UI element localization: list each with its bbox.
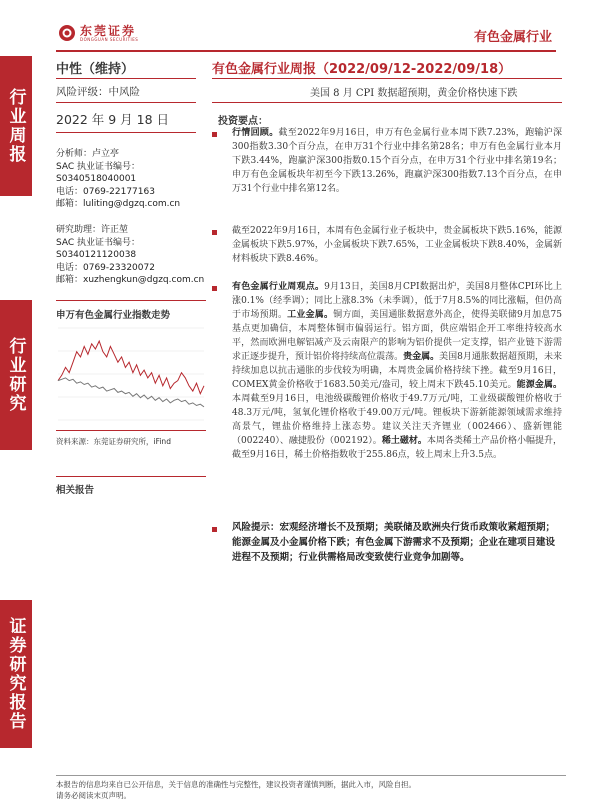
rule-chart-top xyxy=(56,300,206,301)
key-points-heading: 投资要点： xyxy=(218,116,268,127)
bullet-marker xyxy=(212,286,217,291)
energy-metals-head: 能源金属。 xyxy=(516,380,562,390)
side-tab-label: 行业周报 xyxy=(5,88,26,164)
para-market-review xyxy=(232,126,562,196)
assistant-cert-label: SAC 执业证书编号： xyxy=(56,237,141,248)
assistant-contact xyxy=(56,224,204,287)
analyst-name: 分析师：卢立亭 xyxy=(56,149,120,159)
chart-series-line-0 xyxy=(58,341,204,394)
analyst-phone: 电话：0769-22177163 xyxy=(56,186,155,197)
footer-line-2: 请务必阅读末页声明。 xyxy=(56,791,131,800)
bullet-marker xyxy=(212,527,217,532)
para-market-review-body: 截至2022年9月16日，申万有色金属行业本周下跌7.23%，跑输沪深300指数3.30个百分点，在申万31个行业中排名第28名；申万有色金属行业本月下跌3.44%，跑赢沪深300指数0.15个百分点，在申万31个行业中排名第19名；申万有色金属板块年初至今下跌13.26%，跑赢沪深300指数7.13个百分点，在申万31个行业中排名第12名。 xyxy=(232,128,562,194)
header-rule xyxy=(56,50,556,52)
side-tab-label: 证券研究报告 xyxy=(5,617,26,731)
precious-metals-head: 贵金属。 xyxy=(403,352,440,362)
assistant-cert: S0340121120038 xyxy=(56,250,137,261)
side-tab-securities-report xyxy=(0,600,32,748)
para-weekly-view xyxy=(232,280,562,462)
analyst-email[interactable]: luliting@dgzq.com.cn xyxy=(83,199,181,210)
industrial-metals-head: 工业金属。 xyxy=(287,310,334,320)
industrial-metals-text: 铜方面，美国通胀数据意外高企，使得美联储9月加息75基点更加确信，本周整体铜市偏弱运行。铝方面，供应端铝企开工率维持较高水平，然而欧洲电解铝减产及云南限产的影响为铝价提供一定支撑，铝产业链下游需求正逐步提升，预计铝价将持续高位震荡。 xyxy=(232,310,562,362)
risk-rating: 风险评级：中风险 xyxy=(56,86,140,98)
assistant-name: 研究助理：许正堃 xyxy=(56,225,129,235)
report-title: 有色金属行业周报（2022/09/12-2022/09/18） xyxy=(212,62,512,77)
rule-main-2 xyxy=(212,102,562,103)
chart-title: 申万有色金属行业指数走势 xyxy=(56,310,171,321)
footer-rule xyxy=(56,775,566,776)
company-logo xyxy=(58,22,168,50)
rule-left-2 xyxy=(56,102,196,103)
analyst-contact xyxy=(56,148,180,211)
weekly-view-cpi: 9月13日，美国8月CPI数据出炉，美国8月整体CPI环比上涨0.1%（经季调）；同比上涨8.3%（未季调），低于7月8.5%的同比涨幅，但仍高于市场预期。 xyxy=(232,282,562,320)
assistant-phone: 电话：0769-23320072 xyxy=(56,262,155,273)
rule-left-1 xyxy=(56,78,196,79)
footer-disclaimer xyxy=(56,779,566,801)
logo-text-cn: 东莞证券 xyxy=(80,24,137,38)
bullet-marker xyxy=(212,132,217,137)
side-tab-industry-research xyxy=(0,300,32,450)
precious-metals-text: 美国8月通胀数据超预期，未来持续加息以抗击通胀的步伐较为明确，本周贵金属价格持续下挫。截至9月16日，COMEX黄金价格收于1683.50美元/盎司，较上周末下跌45.10美元。 xyxy=(232,352,562,390)
chart-series-line-1 xyxy=(58,378,204,407)
rare-earth-head: 稀土磁材。 xyxy=(381,436,427,446)
chart-source: 资料来源：东莞证券研究所，iFind xyxy=(56,437,171,446)
rule-chart-bottom xyxy=(56,430,206,431)
analyst-email-label: 邮箱： xyxy=(56,199,84,210)
bullet-marker xyxy=(212,230,217,235)
risk-warning: 风险提示：宏观经济增长不及预期；美联储及欧洲央行货币政策收紧超预期；能源金属及小金属价格下跌；有色金属下游需求不及预期；企业在建项目建设进程不及预期；行业供需格局改变致使行业竞争加剧等。 xyxy=(232,522,556,563)
industry-header: 有色金属行业 xyxy=(473,30,552,45)
report-date: 2022 年 9 月 18 日 xyxy=(56,112,170,127)
logo-text-en: DONGGUAN SECURITIES xyxy=(80,37,139,42)
related-reports-heading: 相关报告 xyxy=(56,485,95,496)
rule-related xyxy=(56,476,206,477)
rule-main-1 xyxy=(212,78,562,79)
index-trend-chart xyxy=(56,322,206,426)
rating: 中性（维持） xyxy=(56,62,135,77)
analyst-cert: S0340518040001 xyxy=(56,174,137,185)
side-tab-label: 行业研究 xyxy=(5,337,26,413)
energy-metals-text: 本周截至9月16日，电池级碳酸锂价格收于49.7万元/吨，工业级碳酸锂价格收于48.3万元/吨，氢氧化锂价格收于49.00万元/吨。锂板块下游新能源领域需求维持高景气，锂盐价格维持上涨态势。建议关注天齐锂业（002466）、盛新锂能（002240）、融捷股份（002192）。 xyxy=(232,394,562,446)
report-subtitle: 美国 8 月 CPI 数据超预期，黄金价格快速下跌 xyxy=(310,88,518,99)
para-sub-sectors: 截至2022年9月16日，本周有色金属行业子板块中，贵金属板块下跌5.16%，能源金属板块下跌5.97%，小金属板块下跌7.65%，工业金属板块下跌8.40%，金属新材料板块下跌8.46%。 xyxy=(232,226,562,264)
side-tab-weekly xyxy=(0,56,32,196)
rare-earth-text: 本周各类稀土产品价格小幅提升，截至9月16日，稀土价格指数收于255.86点，较上周末上升3.5点。 xyxy=(232,436,562,460)
para-market-review-head: 行情回顾。 xyxy=(232,128,279,138)
assistant-email-label: 邮箱： xyxy=(56,275,84,286)
logo-emblem-icon xyxy=(58,24,76,42)
assistant-email[interactable]: xuzhengkun@dgzq.com.cn xyxy=(83,275,205,286)
weekly-view-head: 有色金属行业周观点。 xyxy=(232,282,325,292)
footer-line-1: 本报告的信息均来自已公开信息，关于信息的准确性与完整性，建议投资者谨慎判断，据此入市，风险自担。 xyxy=(56,780,416,789)
analyst-cert-label: SAC 执业证书编号： xyxy=(56,161,141,172)
rule-left-3 xyxy=(56,132,196,133)
